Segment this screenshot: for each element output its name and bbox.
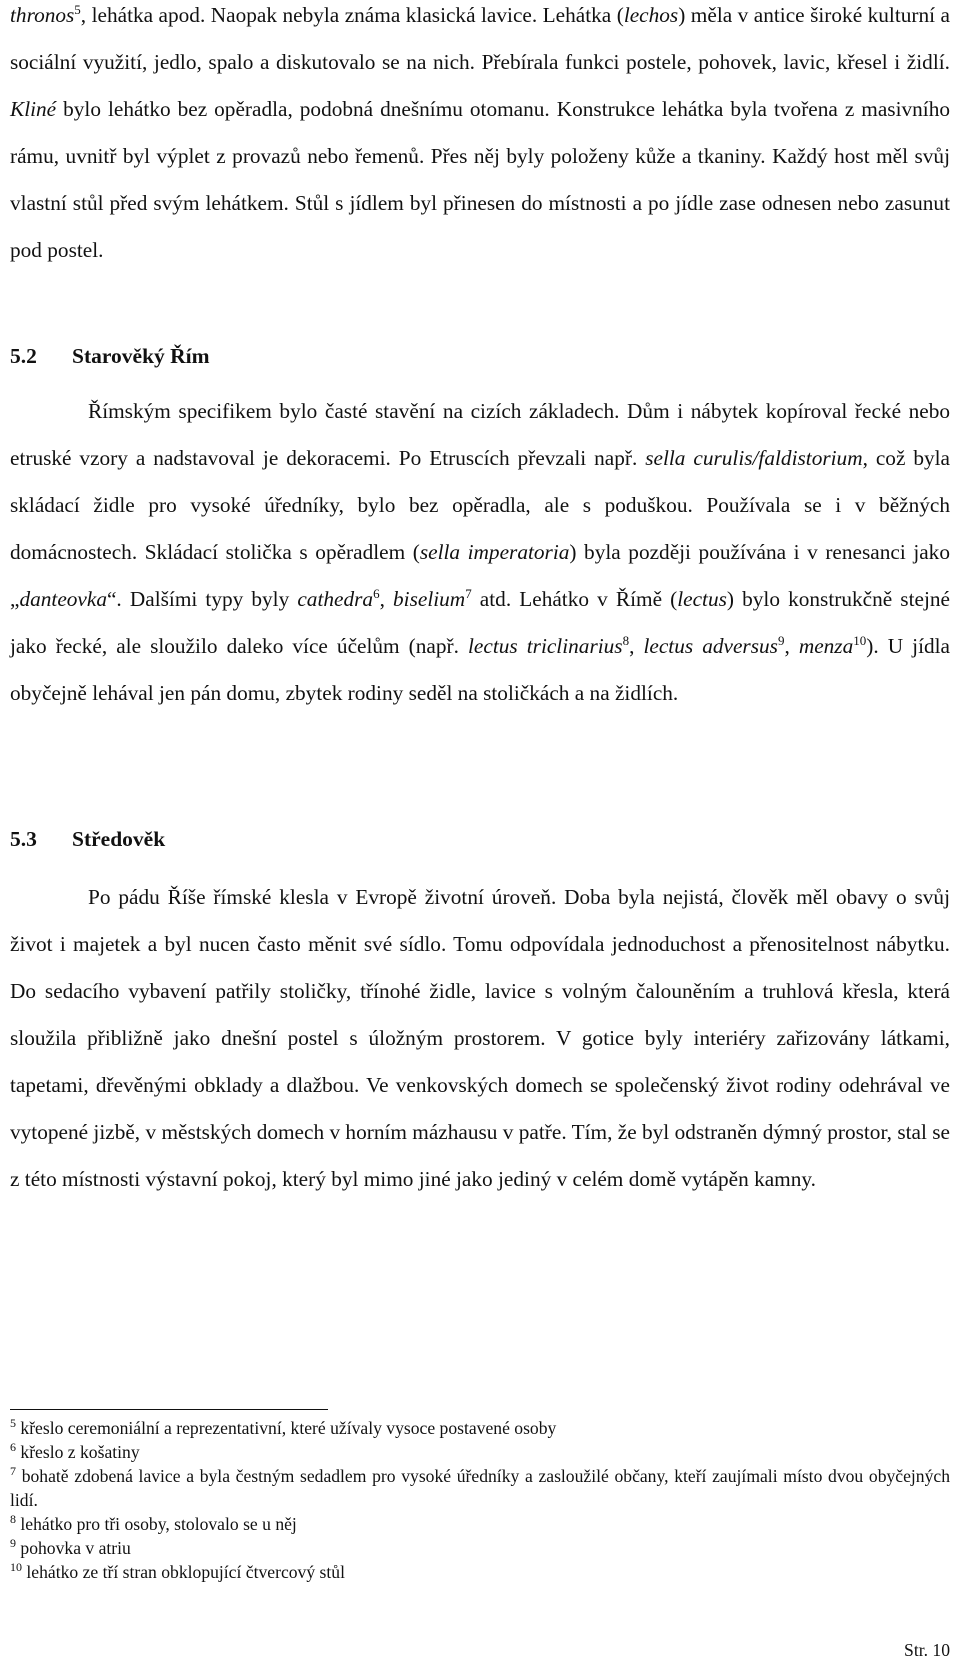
footnote-text: lehátko ze tří stran obklopující čtvercový stůl (26, 1562, 345, 1582)
footnote-7 (10, 1464, 950, 1512)
text-run: bylo lehátko bez opěradla, podobná dnešnímu otomanu. Konstrukce lehátka byla tvořena z masivního rámu, uvnitř byl výplet z provazů nebo řemenů. Přes něj byly položeny kůže a tkaniny. Každý host měl svůj vlastní stůl před svým lehátkem. Stůl s jídlem byl přinesen do místnosti a po jídle zase odnesen nebo zasunut pod postel. (10, 97, 950, 262)
emph-term: menza (798, 634, 854, 658)
section-number: 5.2 (10, 344, 37, 368)
footnote-8 (10, 1512, 950, 1536)
text-run: ) byla později používána i v renesanci jako „ (10, 540, 950, 611)
footnote-9 (10, 1536, 950, 1560)
footnote-number: 7 (10, 1464, 16, 1478)
text-run: , lehátka apod. Naopak nebyla známa klasická lavice. Lehátka ( (80, 3, 624, 27)
section-heading-5-3 (10, 824, 950, 854)
footnote-text: křeslo ceremoniální a reprezentativní, které užívaly vysoce postavené osoby (20, 1418, 557, 1438)
emph-term: lectus (677, 587, 727, 611)
footnote-number: 6 (10, 1440, 16, 1454)
footnote-5 (10, 1416, 950, 1440)
footnotes (10, 1416, 950, 1584)
paragraph-ancient-rome (10, 388, 950, 717)
section-title: Středověk (72, 827, 166, 851)
footnote-ref[interactable]: 8 (622, 633, 630, 648)
footnote-ref[interactable]: 6 (373, 586, 380, 601)
emph-term: sella curulis/faldistorium (645, 446, 863, 470)
footnote-text: křeslo z košatiny (20, 1442, 140, 1462)
emph-term: danteovka (19, 587, 107, 611)
paragraph-text (10, 388, 950, 717)
section-number: 5.3 (10, 827, 37, 851)
paragraph-middle-ages (10, 874, 950, 1203)
emph-term: sella imperatoria (419, 540, 570, 564)
footnote-ref[interactable]: 10 (853, 633, 867, 648)
footnote-number: 10 (10, 1560, 22, 1574)
paragraph-text (10, 0, 950, 274)
emph-term: cathedra (297, 587, 374, 611)
footnote-ref[interactable]: 5 (74, 2, 81, 17)
section-title: Starověký Řím (72, 344, 210, 368)
footnote-number: 5 (10, 1416, 16, 1430)
text-run: , (379, 587, 394, 611)
text-run: ) bylo konstrukčně stejné jako řecké, ale sloužilo daleko více účelům (např. (10, 587, 950, 658)
footnote-ref[interactable]: 7 (465, 586, 472, 601)
page-number: Str. 10 (904, 1640, 950, 1660)
footnote-text: pohovka v atriu (20, 1538, 131, 1558)
emph-term: thronos (10, 3, 75, 27)
text-run: Římským specifikem bylo časté stavění na cizích základech. Dům i nábytek kopíroval řecké nebo etruské vzory a nadstavoval je dekoracemi. Po Etruscích převzali např. (10, 399, 950, 470)
text-run: , (629, 634, 644, 658)
footnote-6 (10, 1440, 950, 1464)
footnote-text: lehátko pro tři osoby, stolovalo se u něj (20, 1514, 297, 1534)
paragraph-greek-furniture (10, 0, 950, 274)
emph-term: biselium (393, 587, 466, 611)
text-run: ) měla v antice široké kulturní a sociální využití, jedlo, spalo a diskutovalo se na nich. Přebírala funkci postele, pohovek, lavic, křesel i židlí. (10, 3, 950, 74)
footnote-number: 9 (10, 1536, 16, 1550)
paragraph-text: Po pádu Říše římské klesla v Evropě životní úroveň. Doba byla nejistá, člověk měl obavy o svůj život i majetek a byl nucen často měnit své sídlo. Tomu odpovídala jednoduchost a přenositelnost nábytku. Do sedacího vybavení patřily stoličky, třínohé židle, lavice s volným čalouněním a truhlová křesla, která sloužila přibližně jako dnešní postel s úložným prostorem. V gotice byly interiéry zařizovány látkami, tapetami, dřevěnými obklady a dlažbou. Ve venkovských domech se společenský život rodiny odehrával ve vytopené jizbě, v městských domech v horním mázhausu v patře. Tím, že byl odstraněn dýmný prostor, stal se z této místnosti výstavní pokoj, který byl mimo jiné jako jediný v celém domě vytápěn kamny. (10, 885, 950, 1191)
text-run: ). U jídla obyčejně lehával jen pán domu, zbytek rodiny seděl na stoličkách a na židlích. (10, 634, 951, 705)
emph-term: lectus triclinarius (468, 634, 623, 658)
footnote-10 (10, 1560, 950, 1584)
emph-term: lechos (623, 3, 679, 27)
emph-term: Kliné (10, 97, 57, 121)
footnote-ref[interactable]: 9 (777, 633, 785, 648)
footnote-separator (10, 1409, 328, 1410)
footnote-text: bohatě zdobená lavice a byla čestným sedadlem pro vysoké úředníky a zasloužilé občany, kteří zaujímali místo dvou obyčejných lidí. (10, 1466, 951, 1510)
section-heading-5-2 (10, 341, 950, 371)
text-run: , což byla skládací židle pro vysoké úředníky, bylo bez opěradla, ale s poduškou. Používala se i v běžných domácnostech. Skládací stolička s opěradlem ( (10, 446, 950, 564)
footnote-number: 8 (10, 1512, 16, 1526)
text-run: , (784, 634, 799, 658)
text-run: atd. Lehátko v Římě ( (471, 587, 678, 611)
emph-term: lectus adversus (643, 634, 778, 658)
text-run: “. Dalšími typy byly (106, 587, 298, 611)
